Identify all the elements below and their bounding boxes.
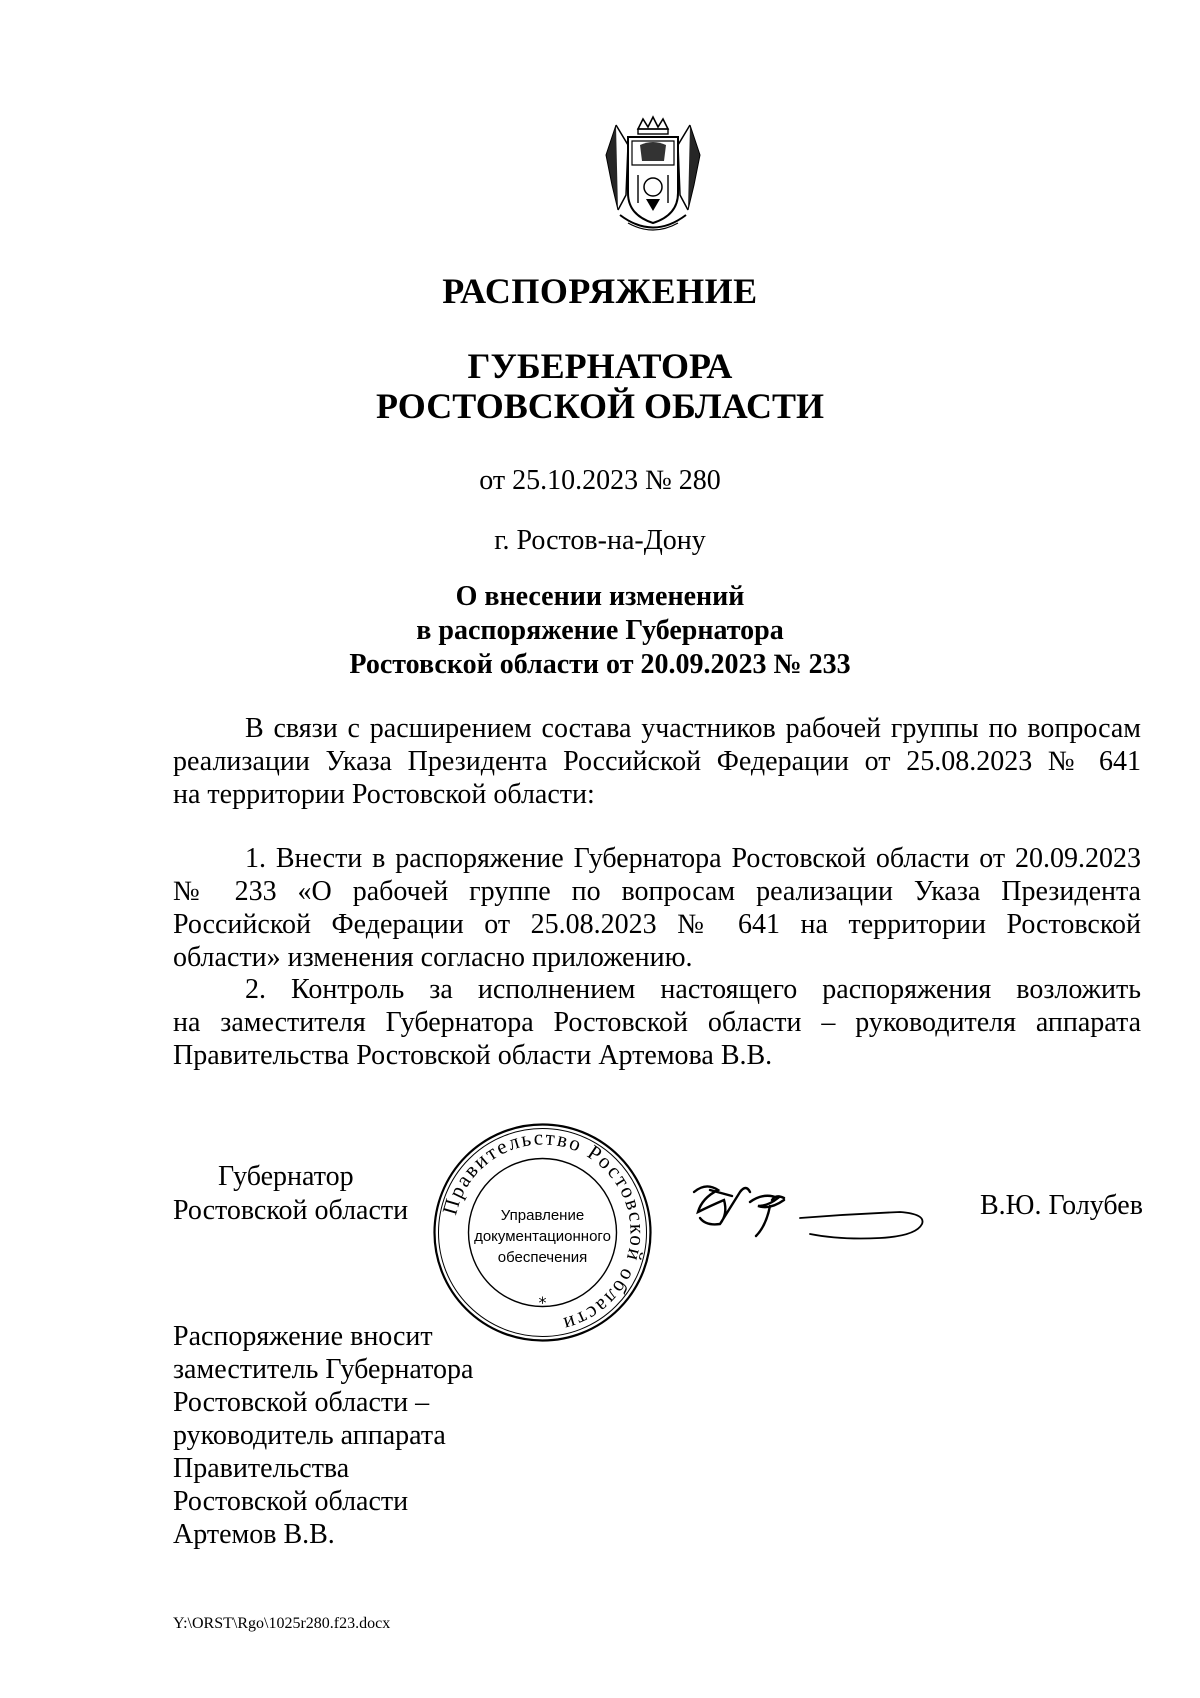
item1-paragraph	[173, 842, 1141, 974]
author-line: руководитель аппарата	[173, 1420, 446, 1451]
document-subtitle-line1: ГУБЕРНАТОРА	[467, 346, 733, 386]
document-date-number: от 25.10.2023 № 280	[479, 465, 721, 496]
author-line: Правительства	[173, 1453, 350, 1484]
footer-file-path: Y:\ORST\Rgo\1025r280.f23.docx	[173, 1615, 391, 1632]
document-subtitle-line2: РОСТОВСКОЙ ОБЛАСТИ	[376, 386, 824, 426]
stamp-ring-text: Правительство Ростовской области	[437, 1125, 650, 1338]
author-line: заместитель Губернатора	[173, 1354, 474, 1385]
item2-line: на заместителя Губернатора Ростовской области – руководителя аппарата	[173, 1007, 1141, 1038]
document-city: г. Ростов-на-Дону	[494, 525, 706, 556]
signer-name: В.Ю. Голубев	[980, 1190, 1143, 1221]
document-heading	[0, 580, 1200, 682]
item1-line: области» изменения согласно приложению.	[173, 942, 693, 973]
signer-position	[173, 1160, 408, 1228]
preamble-paragraph	[173, 712, 1141, 811]
preamble-line: В связи с расширением состава участников рабочей группы по вопросам	[245, 713, 1141, 744]
heading-line: О внесении изменений	[455, 581, 745, 612]
signer-position-line1: Губернатор	[218, 1161, 354, 1192]
item1-line: № 233 «О рабочей группе по вопросам реализации Указа Президента	[173, 876, 1141, 907]
author-block	[173, 1320, 473, 1551]
item2-line: 2. Контроль за исполнением настоящего распоряжения возложить	[245, 974, 1141, 1005]
handwritten-signature-icon	[680, 1170, 935, 1260]
heading-line: в распоряжение Губернатора	[416, 615, 784, 646]
signer-position-line2: Ростовской области	[173, 1195, 409, 1226]
stamp-inner-line2: документационного	[474, 1228, 611, 1245]
heading-line: Ростовской области от 20.09.2023 № 233	[349, 649, 851, 680]
official-stamp	[430, 1120, 655, 1345]
author-line: Артемов В.В.	[173, 1519, 335, 1550]
document-title: РАСПОРЯЖЕНИЕ	[442, 271, 758, 311]
stamp-inner-line1: Управление	[500, 1207, 585, 1224]
author-line: Ростовской области –	[173, 1387, 430, 1418]
preamble-line: реализации Указа Президента Российской Федерации от 25.08.2023 № 641	[173, 746, 1141, 777]
stamp-star-icon: *	[538, 1293, 547, 1312]
item2-line: Правительства Ростовской области Артемова В.В.	[173, 1040, 773, 1071]
item2-paragraph	[173, 973, 1141, 1072]
item1-line: 1. Внести в распоряжение Губернатора Ростовской области от 20.09.2023	[245, 843, 1141, 874]
coat-of-arms-icon	[598, 115, 708, 240]
author-line: Ростовской области	[173, 1486, 409, 1517]
stamp-inner-line3: обеспечения	[497, 1249, 588, 1266]
item1-line: Российской Федерации от 25.08.2023 № 641 на территории Ростовской	[173, 909, 1141, 940]
author-line: Распоряжение вносит	[173, 1321, 433, 1352]
preamble-line: на территории Ростовской области:	[173, 779, 595, 810]
